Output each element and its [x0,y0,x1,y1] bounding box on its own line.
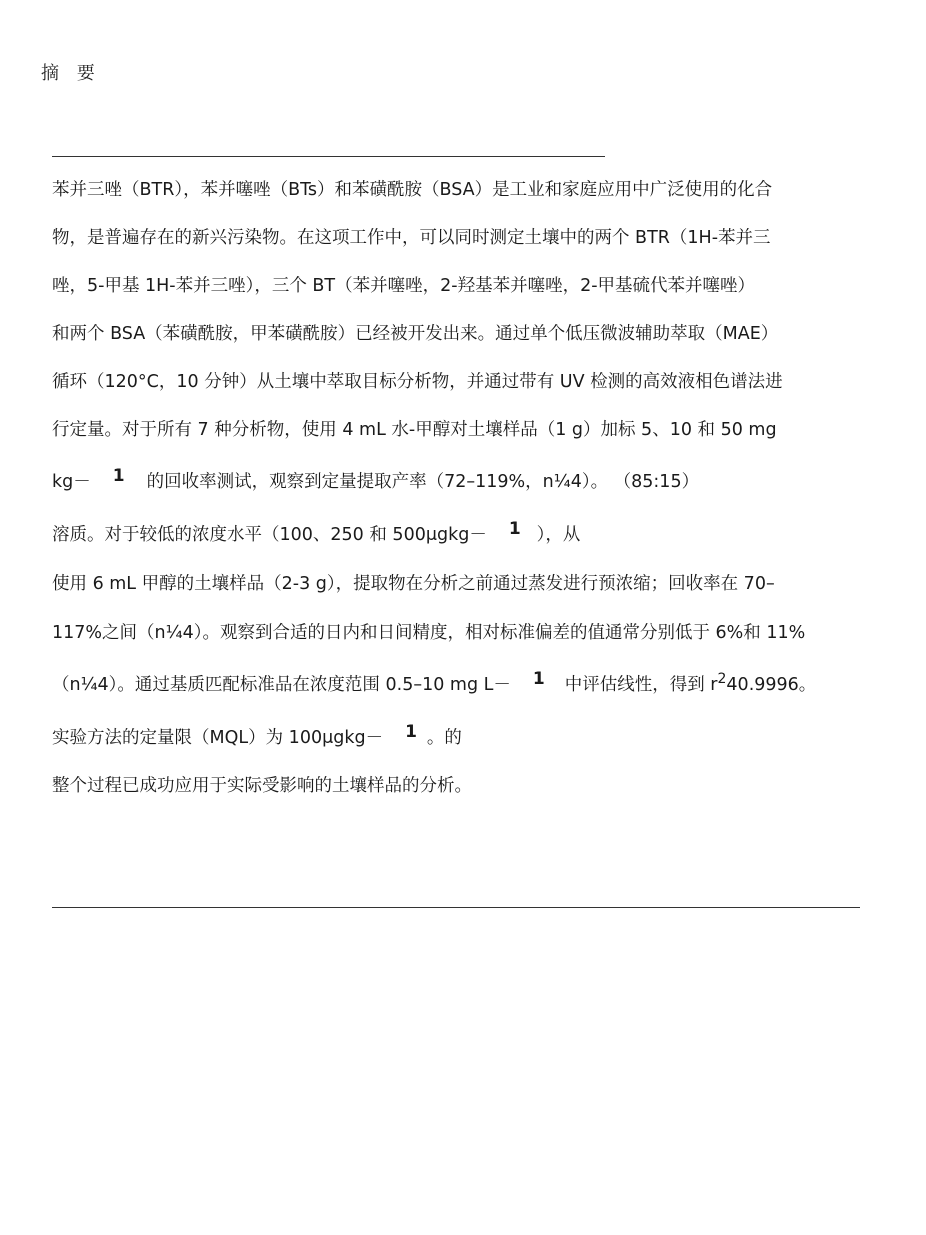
abstract-line: 行定量。对于所有 7 种分析物，使用 4 mL 水-甲醇对土壤样品（1 g）加标 5、10 和 50 mg [52,420,777,440]
abstract-line [52,722,462,750]
sentence-text: ），从 [536,525,581,545]
sentence-text: 中评估线性，得到 r [564,675,718,695]
sentence-text: 实验方法的定量限（MQL）为 100μgkg－ [52,728,384,748]
superscript-mark: 1 [112,466,125,486]
superscript-mark: 1 [508,519,521,539]
abstract-line [52,519,581,547]
abstract-heading: 摘 要 [41,63,101,84]
abstract-line: 使用 6 mL 甲醇的土壤样品（2-3 g），提取物在分析之前通过蒸发进行预浓缩；回收率在 70– [52,574,775,594]
abstract-line: 唑，5-甲基 1H-苯并三唑），三个 BT（苯并噻唑，2-羟基苯并噻唑，2-甲基硫代苯并噻唑） [52,276,756,296]
abstract-line: 和两个 BSA（苯磺酰胺，甲苯磺酰胺）已经被开发出来。通过单个低压微波辅助萃取（MAE） [52,324,779,344]
abstract-line: 循环（120°C，10 分钟）从土壤中萃取目标分析物，并通过带有 UV 检测的高效液相色谱法进 [52,372,783,392]
abstract-line [52,669,817,698]
sentence-text: 溶质。对于较低的浓度水平（100、250 和 500μgkg－ [52,525,487,545]
sentence-text: 的回收率测试，观察到定量提取产率（72–119%，n¼4）。 （85:15） [146,472,700,492]
bottom-divider [52,907,860,908]
abstract-line: 苯并三唑（BTR），苯并噻唑（BTs）和苯磺酰胺（BSA）是工业和家庭应用中广泛使用的化合 [52,180,773,200]
abstract-line [52,466,700,494]
sentence-text: 40.9996。 [726,675,817,695]
unit-text: kg－ [52,472,91,492]
sentence-text: 。的 [426,728,462,748]
superscript-mark: 1 [405,722,417,742]
superscript-mark: 1 [532,669,545,689]
superscript-two: 2 [717,671,727,687]
top-divider [52,156,605,157]
sentence-text: （n¼4）。通过基质匹配标准品在浓度范围 0.5–10 mg L－ [52,675,511,695]
abstract-line: 物，是普遍存在的新兴污染物。在这项工作中，可以同时测定土壤中的两个 BTR（1H-苯并三 [52,228,771,248]
abstract-line: 整个过程已成功应用于实际受影响的土壤样品的分析。 [52,776,472,796]
abstract-line: 117%之间（n¼4）。观察到合适的日内和日间精度，相对标准偏差的值通常分别低于 6%和 11% [52,623,806,643]
